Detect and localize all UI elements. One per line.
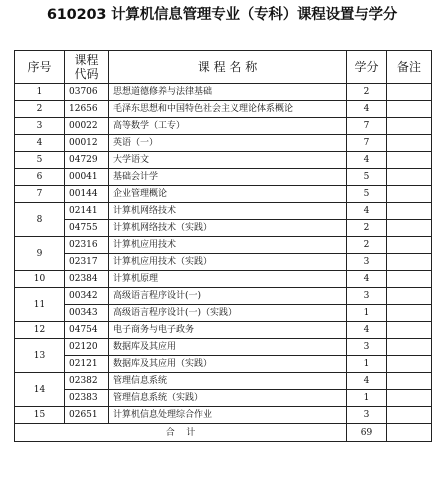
row-code: 02384 bbox=[65, 271, 109, 288]
row-note bbox=[387, 101, 432, 118]
table-row bbox=[15, 373, 432, 390]
row-name: 高级语言程序设计(一)（实践） bbox=[109, 305, 347, 322]
row-seq: 4 bbox=[15, 135, 65, 152]
row-name: 企业管理概论 bbox=[109, 186, 347, 203]
header-note: 备注 bbox=[387, 51, 432, 84]
total-note bbox=[387, 424, 432, 442]
row-note bbox=[387, 135, 432, 152]
row-code: 00022 bbox=[65, 118, 109, 135]
total-row bbox=[15, 424, 432, 442]
row-name: 思想道德修养与法律基础 bbox=[109, 84, 347, 101]
row-note bbox=[387, 339, 432, 356]
row-seq: 9 bbox=[15, 237, 65, 271]
row-name: 数据库及其应用（实践） bbox=[109, 356, 347, 373]
row-seq: 8 bbox=[15, 203, 65, 237]
row-code: 00012 bbox=[65, 135, 109, 152]
row-seq: 14 bbox=[15, 373, 65, 407]
table-row bbox=[15, 84, 432, 101]
row-name: 高级语言程序设计(一) bbox=[109, 288, 347, 305]
row-credit: 4 bbox=[347, 152, 387, 169]
row-name: 计算机网络技术 bbox=[109, 203, 347, 220]
row-note bbox=[387, 305, 432, 322]
row-code: 02317 bbox=[65, 254, 109, 271]
row-code: 02316 bbox=[65, 237, 109, 254]
row-seq: 1 bbox=[15, 84, 65, 101]
row-credit: 1 bbox=[347, 356, 387, 373]
table-row bbox=[15, 271, 432, 288]
row-code: 00343 bbox=[65, 305, 109, 322]
row-name: 电子商务与电子政务 bbox=[109, 322, 347, 339]
row-name: 计算机信息处理综合作业 bbox=[109, 407, 347, 424]
table-row bbox=[15, 118, 432, 135]
row-note bbox=[387, 254, 432, 271]
table-row bbox=[15, 305, 432, 322]
row-seq: 6 bbox=[15, 169, 65, 186]
table-row bbox=[15, 237, 432, 254]
row-credit: 5 bbox=[347, 169, 387, 186]
row-code: 02382 bbox=[65, 373, 109, 390]
row-seq: 12 bbox=[15, 322, 65, 339]
row-code: 00041 bbox=[65, 169, 109, 186]
row-seq: 7 bbox=[15, 186, 65, 203]
row-seq: 13 bbox=[15, 339, 65, 373]
table-row bbox=[15, 186, 432, 203]
table-row bbox=[15, 390, 432, 407]
row-seq: 3 bbox=[15, 118, 65, 135]
row-note bbox=[387, 237, 432, 254]
row-name: 基础会计学 bbox=[109, 169, 347, 186]
row-note bbox=[387, 322, 432, 339]
row-name: 计算机网络技术（实践） bbox=[109, 220, 347, 237]
row-credit: 7 bbox=[347, 118, 387, 135]
row-note bbox=[387, 118, 432, 135]
table-row bbox=[15, 152, 432, 169]
row-note bbox=[387, 288, 432, 305]
row-name: 管理信息系统 bbox=[109, 373, 347, 390]
row-note bbox=[387, 84, 432, 101]
row-seq: 10 bbox=[15, 271, 65, 288]
row-note bbox=[387, 186, 432, 203]
header-credit: 学分 bbox=[347, 51, 387, 84]
row-credit: 3 bbox=[347, 254, 387, 271]
row-code: 02141 bbox=[65, 203, 109, 220]
header-code-line1: 课程 bbox=[74, 53, 99, 67]
row-credit: 5 bbox=[347, 186, 387, 203]
row-credit: 3 bbox=[347, 339, 387, 356]
row-code: 02651 bbox=[65, 407, 109, 424]
row-credit: 4 bbox=[347, 373, 387, 390]
row-credit: 4 bbox=[347, 203, 387, 220]
row-credit: 3 bbox=[347, 407, 387, 424]
row-note bbox=[387, 220, 432, 237]
row-name: 大学语文 bbox=[109, 152, 347, 169]
table-row bbox=[15, 169, 432, 186]
row-code: 04754 bbox=[65, 322, 109, 339]
header-name: 课 程 名 称 bbox=[109, 51, 347, 84]
row-note bbox=[387, 203, 432, 220]
row-name: 计算机原理 bbox=[109, 271, 347, 288]
row-credit: 2 bbox=[347, 84, 387, 101]
row-note bbox=[387, 390, 432, 407]
row-credit: 2 bbox=[347, 237, 387, 254]
row-name: 管理信息系统（实践） bbox=[109, 390, 347, 407]
table-row bbox=[15, 101, 432, 118]
row-credit: 1 bbox=[347, 305, 387, 322]
table-row bbox=[15, 288, 432, 305]
row-seq: 2 bbox=[15, 101, 65, 118]
row-credit: 2 bbox=[347, 220, 387, 237]
table-row bbox=[15, 220, 432, 237]
table-row bbox=[15, 135, 432, 152]
table-row bbox=[15, 407, 432, 424]
row-code: 00342 bbox=[65, 288, 109, 305]
total-credit: 69 bbox=[347, 424, 387, 442]
row-code: 02383 bbox=[65, 390, 109, 407]
header-code bbox=[65, 51, 109, 84]
page-title: 610203 计算机信息管理专业（专科）课程设置与学分 bbox=[46, 7, 398, 23]
row-seq: 11 bbox=[15, 288, 65, 322]
row-name: 毛泽东思想和中国特色社会主义理论体系概论 bbox=[109, 101, 347, 118]
row-name: 计算机应用技术（实践） bbox=[109, 254, 347, 271]
row-name: 计算机应用技术 bbox=[109, 237, 347, 254]
table-row bbox=[15, 203, 432, 220]
row-code: 02120 bbox=[65, 339, 109, 356]
total-label: 合 计 bbox=[15, 424, 347, 442]
row-code: 04729 bbox=[65, 152, 109, 169]
row-code: 02121 bbox=[65, 356, 109, 373]
row-name: 高等数学（工专） bbox=[109, 118, 347, 135]
row-credit: 1 bbox=[347, 390, 387, 407]
row-credit: 4 bbox=[347, 101, 387, 118]
row-name: 数据库及其应用 bbox=[109, 339, 347, 356]
row-name: 英语（一） bbox=[109, 135, 347, 152]
table-row bbox=[15, 322, 432, 339]
table-row bbox=[15, 356, 432, 373]
course-table bbox=[14, 50, 432, 442]
header-code-line2: 代码 bbox=[74, 67, 99, 81]
table-header-row bbox=[15, 51, 432, 84]
row-credit: 4 bbox=[347, 271, 387, 288]
row-note bbox=[387, 373, 432, 390]
row-note bbox=[387, 169, 432, 186]
row-credit: 4 bbox=[347, 322, 387, 339]
table-row bbox=[15, 254, 432, 271]
header-seq: 序号 bbox=[15, 51, 65, 84]
row-note bbox=[387, 152, 432, 169]
row-code: 00144 bbox=[65, 186, 109, 203]
row-credit: 3 bbox=[347, 288, 387, 305]
table-row bbox=[15, 339, 432, 356]
row-seq: 5 bbox=[15, 152, 65, 169]
row-note bbox=[387, 271, 432, 288]
row-note bbox=[387, 407, 432, 424]
row-code: 03706 bbox=[65, 84, 109, 101]
row-code: 04755 bbox=[65, 220, 109, 237]
row-credit: 7 bbox=[347, 135, 387, 152]
row-code: 12656 bbox=[65, 101, 109, 118]
row-note bbox=[387, 356, 432, 373]
row-seq: 15 bbox=[15, 407, 65, 424]
